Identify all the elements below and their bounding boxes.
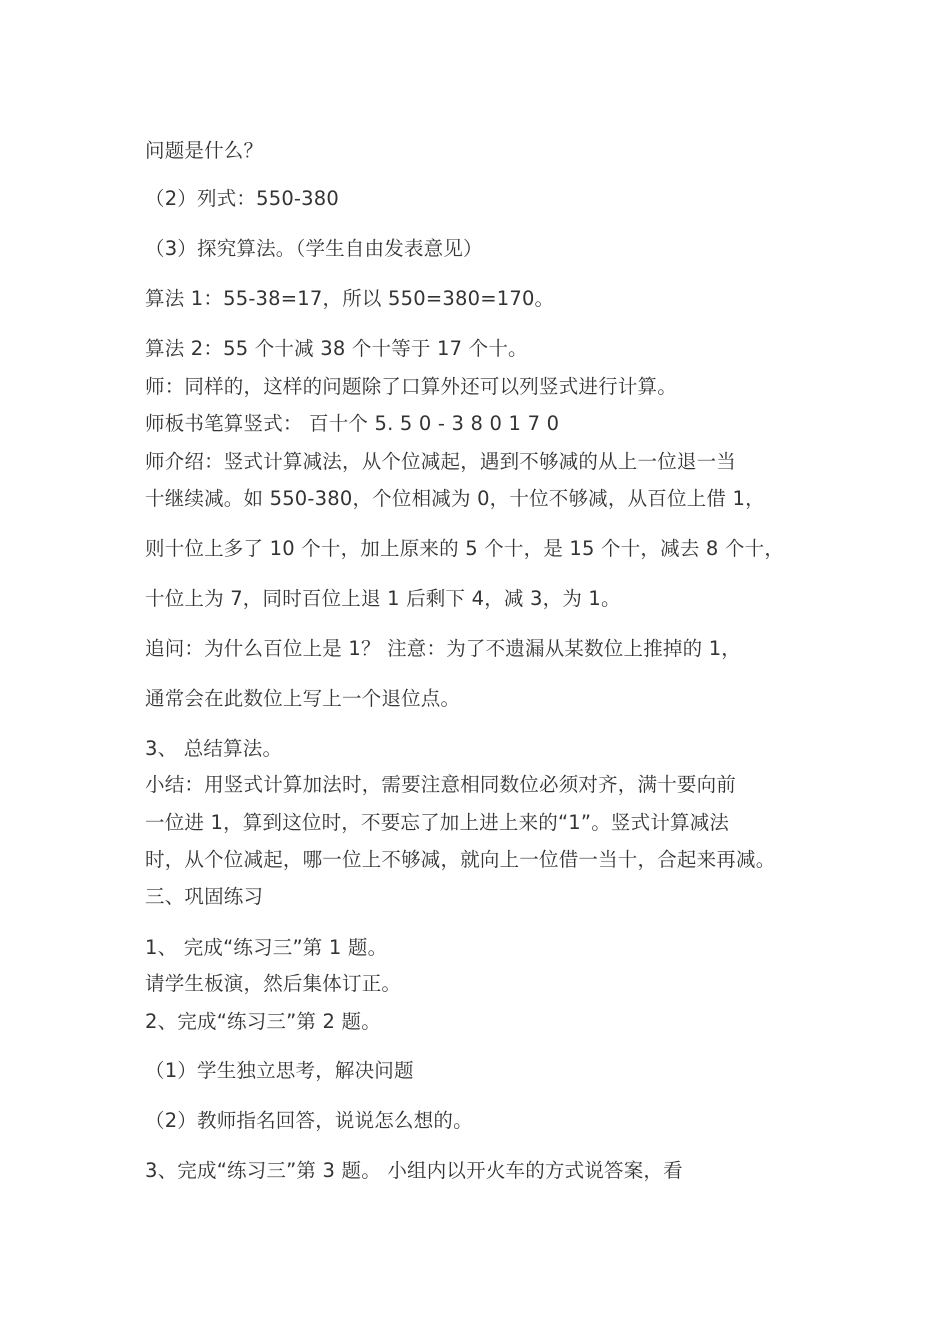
text-line: 通常会在此数位上写上一个退位点。 <box>145 687 461 710</box>
text-line: 问题是什么？ <box>145 139 264 162</box>
text-line: 算法 2：55 个十减 38 个十等于 17 个十。 <box>145 337 528 360</box>
text-line: 3、完成“练习三”第 3 题。 小组内以开火车的方式说答案，看 <box>145 1159 683 1182</box>
section-heading: 三、巩固练习 <box>145 885 264 908</box>
text-line: 师：同样的，这样的问题除了口算外还可以列竖式进行计算。 <box>145 375 677 398</box>
text-line: 1、 完成“练习三”第 1 题。 <box>145 936 388 959</box>
text-line: 小结：用竖式计算加法时，需要注意相同数位必须对齐，满十要向前 <box>145 773 737 796</box>
text-line: 十继续减。如 550-380，个位相减为 0，十位不够减，从百位上借 1， <box>145 487 765 510</box>
text-line: （2）列式：550-380 <box>145 187 339 210</box>
text-line: （2）教师指名回答，说说怎么想的。 <box>145 1109 473 1132</box>
text-line: 算法 1：55-38=17，所以 550=380=170。 <box>145 287 555 310</box>
text-line: 追问：为什么百位上是 1？ 注意：为了不遗漏从某数位上推掉的 1， <box>145 637 742 660</box>
text-line: （3）探究算法。（学生自由发表意见） <box>145 237 483 260</box>
text-line: 一位进 1，算到这位时，不要忘了加上进上来的“1”。竖式计算减法 <box>145 811 730 834</box>
text-line: 时，从个位减起，哪一位上不够减，就向上一位借一当十，合起来再减。 <box>145 848 776 871</box>
text-line: 十位上为 7，同时百位上退 1 后剩下 4，减 3，为 1。 <box>145 587 621 610</box>
text-line: 3、 总结算法。 <box>145 737 283 760</box>
text-line: 2、完成“练习三”第 2 题。 <box>145 1010 381 1033</box>
text-line: 师板书笔算竖式： 百十个 5. 5 0 - 3 8 0 1 7 0 <box>145 412 560 435</box>
text-line: 请学生板演，然后集体订正。 <box>145 972 402 995</box>
text-line: 则十位上多了 10 个十，加上原来的 5 个十，是 15 个十，减去 8 个十， <box>145 537 785 560</box>
text-line: 师介绍：竖式计算减法，从个位减起，遇到不够减的从上一位退一当 <box>145 450 737 473</box>
text-line: （1）学生独立思考，解决问题 <box>145 1059 414 1082</box>
